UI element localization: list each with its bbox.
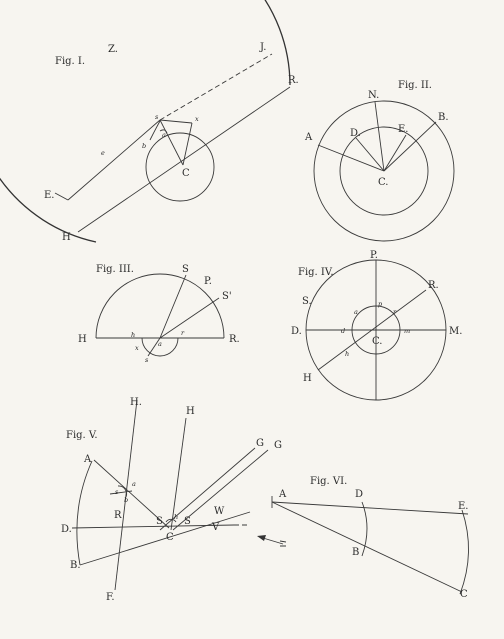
fig1-line-e <box>68 120 160 200</box>
fig3-label-s2: S' <box>222 291 232 302</box>
fig3-label-r: R. <box>229 334 240 345</box>
fig5-label-h2: H <box>186 406 195 417</box>
fig1-label-e: E. <box>44 190 55 201</box>
fig3-label-r-small: r <box>181 329 185 337</box>
fig2-line-b <box>384 122 436 171</box>
fig1-line-x <box>160 120 192 123</box>
fig4-label-r: R. <box>428 280 439 291</box>
fig6-label-d: D <box>355 489 364 500</box>
fig5-label-s1: S <box>156 516 163 527</box>
fig4-label-m-small: m <box>404 327 411 335</box>
fig5-label-w: W <box>214 506 225 517</box>
fig5-label-a: A <box>84 454 92 465</box>
fig1-label-x: x <box>195 115 199 123</box>
fig1-dashed-line <box>160 54 272 120</box>
fig5-arrow-head <box>257 535 266 541</box>
fig1-label-z: Z. <box>108 44 118 55</box>
fig1-label-c: C <box>182 168 190 179</box>
fig4-label-h-small: h <box>345 350 350 358</box>
fig2-label-d: D. <box>350 128 361 139</box>
fig5-label-d: D. <box>61 524 72 535</box>
fig5-line-bw <box>80 512 250 565</box>
fig5-title: Fig. V. <box>66 430 98 441</box>
fig1-label-j: J. <box>260 42 267 53</box>
fig1-title: Fig. I. <box>55 56 86 67</box>
fig2-line-d <box>356 138 384 171</box>
fig4-title: Fig. IV. <box>298 267 334 278</box>
fig3-label-s: S <box>182 264 189 275</box>
fig6-label-b: B <box>352 547 360 558</box>
fig4-label-m: M. <box>449 326 463 337</box>
fig4-label-c: C. <box>372 336 383 347</box>
fig2-line-n <box>375 102 384 171</box>
arrow-icon <box>257 535 286 546</box>
fig5-label-g1: G <box>256 438 264 449</box>
fig3-line-s2 <box>160 298 219 338</box>
fig4-label-s: S. <box>302 296 312 307</box>
figure-4 <box>291 250 462 400</box>
fig2-title: Fig. II. <box>398 80 432 91</box>
figure-5 <box>61 397 286 603</box>
fig1-label-h: H <box>62 232 71 243</box>
fig1-great-arc <box>0 0 290 242</box>
fig3-label-x: x <box>135 344 139 352</box>
fig6-line-ac <box>272 502 462 592</box>
fig5-label-h1: H. <box>130 397 142 408</box>
fig5-label-b: B. <box>70 560 81 571</box>
fig1-line-c <box>160 120 183 165</box>
figure-2 <box>304 80 454 241</box>
fig4-label-h: H <box>303 373 312 384</box>
fig5-arc <box>77 461 92 565</box>
fig1-label-a: a <box>162 131 166 139</box>
fig6-label-e: E. <box>458 501 469 512</box>
figure-3 <box>78 264 240 364</box>
fig6-title: Fig. VI. <box>310 476 348 487</box>
figure-6 <box>272 476 469 600</box>
fig1-line-xc <box>183 123 192 165</box>
fig1-label-e-small: e <box>101 149 105 157</box>
fig5-label-g2: G <box>274 440 282 451</box>
fig1-label-r: R. <box>288 75 299 86</box>
fig2-label-c: C. <box>378 177 389 188</box>
fig1-label-b: b <box>142 142 147 150</box>
fig5-label-v: V <box>212 522 220 533</box>
fig3-label-h-small: h <box>131 331 136 339</box>
fig5-label-r: R <box>114 510 122 521</box>
fig5-label-h-small: h <box>174 513 179 521</box>
fig6-arc-ec <box>460 510 469 594</box>
fig5-label-a-small: a <box>132 480 136 488</box>
fig2-label-n: N. <box>368 90 380 101</box>
fig6-label-c: C <box>460 589 468 600</box>
fig5-label-b-small: b <box>124 496 129 504</box>
fig6-line-ae <box>272 502 468 514</box>
fig1-line-e-tip <box>55 193 68 200</box>
fig3-title: Fig. III. <box>96 264 134 275</box>
fig3-label-h: H <box>78 334 87 345</box>
fig4-label-a: a <box>354 308 358 316</box>
fig2-label-e: E. <box>398 124 409 135</box>
fig2-label-a: A <box>305 132 313 143</box>
fig4-label-p: P. <box>370 250 378 261</box>
fig3-label-p: P. <box>204 276 212 287</box>
fig1-inner-circle <box>146 133 214 201</box>
fig3-label-a: a <box>158 340 162 348</box>
fig6-label-a: A <box>279 489 287 500</box>
fig4-label-d: D. <box>291 326 302 337</box>
fig4-label-p-small: p <box>378 300 383 308</box>
fig5-label-s2: S <box>184 516 191 527</box>
fig5-label-s-small: s <box>115 488 119 496</box>
figure-1 <box>0 0 299 243</box>
fig3-label-s-small: s <box>145 356 149 364</box>
fig1-label-s: s <box>155 113 159 121</box>
fig6-arc-db <box>362 502 367 556</box>
fig5-label-f: F. <box>106 592 115 603</box>
fig4-label-r-small: r <box>393 308 397 316</box>
fig5-line-d <box>72 525 234 528</box>
fig5-small-mark <box>110 491 132 494</box>
fig5-label-c: C <box>166 532 174 543</box>
fig4-label-d-small: d <box>341 327 346 335</box>
fig2-line-a <box>318 145 384 171</box>
fig2-label-b: B. <box>438 112 449 123</box>
